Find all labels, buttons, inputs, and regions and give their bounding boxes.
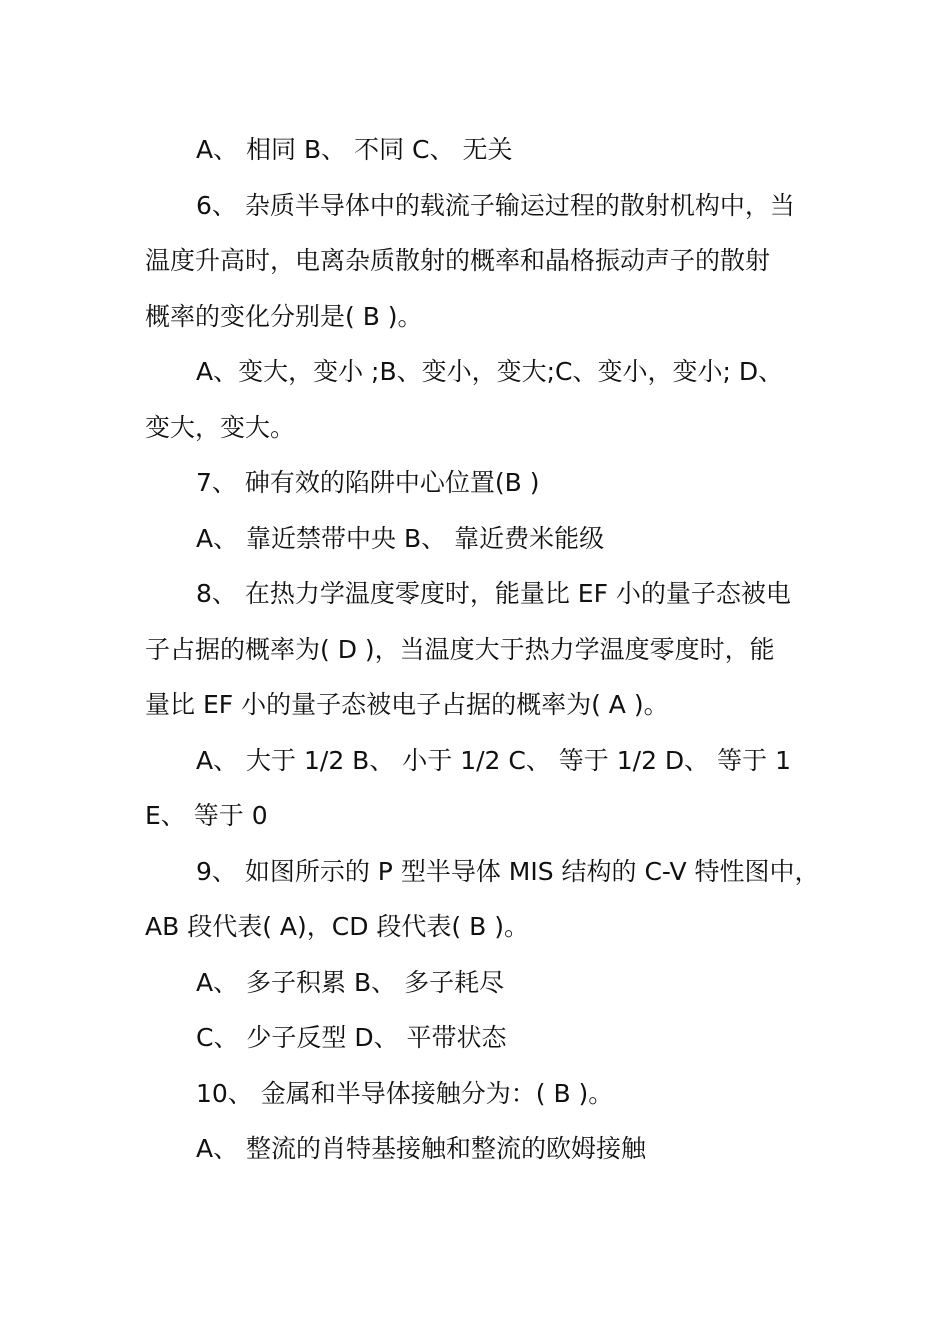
q5-options: A、 相同 B、 不同 C、 无关: [196, 135, 513, 164]
q9-options-line-1: A、 多子积累 B、 多子耗尽: [196, 967, 505, 997]
q10-stem: 10、 金属和半导体接触分为：( B )。: [196, 1078, 614, 1108]
q9-stem-line-2: AB 段代表( A)，CD 段代表( B )。: [145, 912, 529, 941]
q6-options-line-2: 变大，变大。: [145, 412, 296, 442]
q8-stem-line-1: 8、 在热力学温度零度时，能量比 EF 小的量子态被电: [196, 579, 791, 608]
q6-stem-line-3: 概率的变化分别是( B )。: [145, 301, 423, 331]
q9-options-line-2: C、 少子反型 D、 平带状态: [196, 1023, 507, 1052]
q8-stem-line-3: 量比 EF 小的量子态被电子占据的概率为( A )。: [145, 690, 669, 719]
q8-options-line-2: E、 等于 0: [145, 801, 268, 830]
q6-stem-line-2: 温度升高时，电离杂质散射的概率和晶格振动声子的散射: [145, 246, 771, 275]
q7-stem: 7、 砷有效的陷阱中心位置(B ): [196, 468, 540, 497]
q8-options-line-1: A、 大于 1/2 B、 小于 1/2 C、 等于 1/2 D、 等于 1: [196, 745, 791, 775]
document-body: [145, 122, 820, 1177]
q7-options: A、 靠近禁带中央 B、 靠近费米能级: [196, 523, 605, 553]
q8-stem-line-2: 子占据的概率为( D )，当温度大于热力学温度零度时，能: [145, 634, 775, 664]
q6-stem-line-1: 6、 杂质半导体中的载流子输运过程的散射机构中，当: [196, 190, 795, 220]
q6-options-line-1: A、变大，变小 ;B、变小，变大;C、变小，变小; D、: [196, 357, 784, 386]
q10-option-a: A、 整流的肖特基接触和整流的欧姆接触: [196, 1134, 647, 1163]
q9-stem-line-1: 9、 如图所示的 P 型半导体 MIS 结构的 C-V 特性图中，: [196, 856, 820, 886]
